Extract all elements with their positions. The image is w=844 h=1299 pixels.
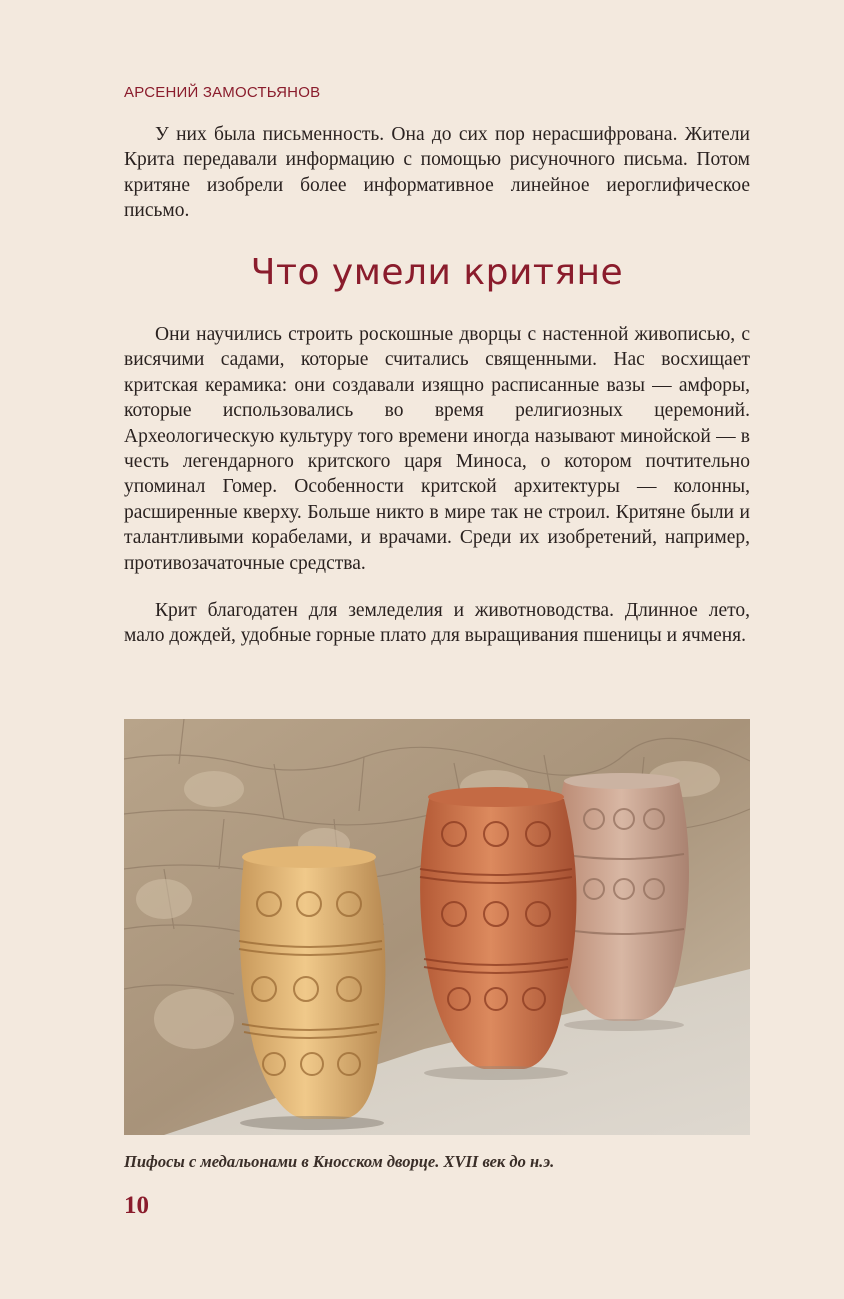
- paragraph-1: У них была письменность. Она до сих пор нерасшифрована. Жители Крита передавали информацию с помощью рисуночного письма. Потом критяне изобрели более информативное линейное иероглифическое письмо.: [124, 124, 750, 222]
- pithoi-photo: [124, 719, 750, 1135]
- paragraph-2: Они научились строить роскошные дворцы с настенной живописью, с висячими садами, которые считались священными. Нас восхищает критская керамика: они создавали изящно расписанные вазы — амфоры, которые использовались во время религиозных церемоний. Археологическую культуру того времени иногда называют минойской — в честь легендарного критского царя Миноса, о котором почтительно упоминал Гомер. Особенности критской архитектуры — колонны, расширенные кверху. Больше никто в мире так не строил. Критяне были и талантливыми корабелами, и врачами. Среди их изобретений, например, противозачаточные средства.: [124, 324, 750, 574]
- page-number: 10: [124, 1192, 149, 1219]
- running-head: АРСЕНИЙ ЗАМОСТЬЯНОВ: [124, 84, 321, 101]
- figure-caption: Пифосы с медальонами в Кносском дворце. XVII век до н.э.: [124, 1152, 555, 1171]
- section-heading: Что умели критяне: [250, 252, 624, 293]
- paragraph-3: Крит благодатен для земледелия и животноводства. Длинное лето, мало дождей, удобные горные плато для выращивания пшеницы и ячменя.: [124, 600, 750, 647]
